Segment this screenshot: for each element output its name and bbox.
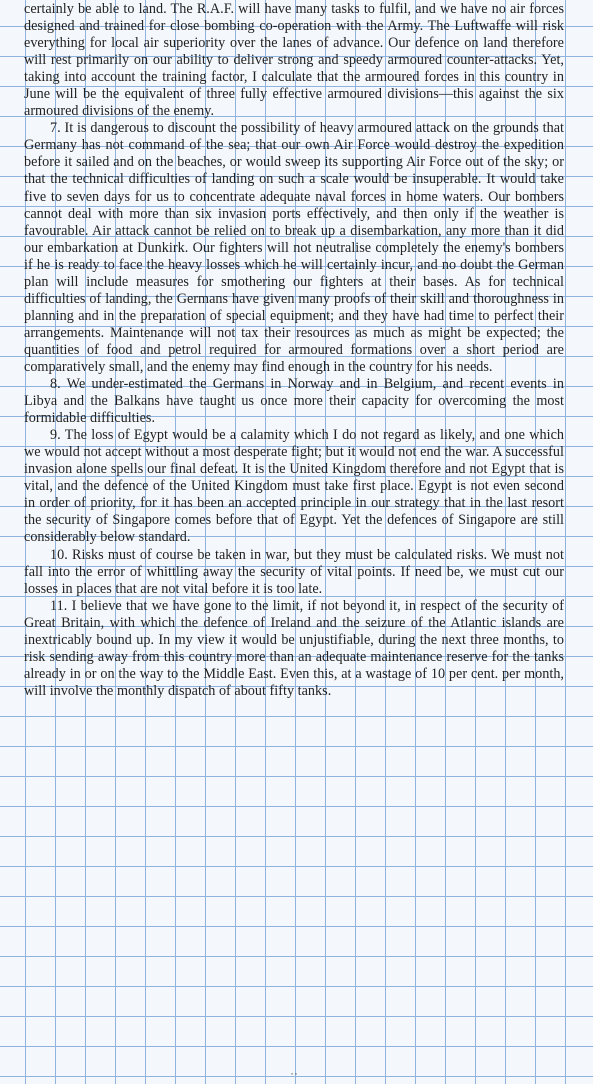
paragraph-number: 8. bbox=[50, 376, 61, 393]
paragraph-text: I believe that we have gone to the limit, if not beyond it, in respect of the security of Great Britain, with which the defence of Ireland and the seizure of the Atlantic islands are inextricably bound up. In my view it would be unjustifiable, during the next three months, to risk sending away from this country more than an adequate maintenance reserve for the tanks already in or on the way to the Middle East. Even this, at a wastage of 10 per cent. per month, will involve the monthly dispatch of about fifty tanks. bbox=[24, 597, 564, 699]
scanned-page bbox=[12, 0, 593, 1084]
paragraph-number: 7. bbox=[50, 120, 61, 137]
paragraph-text: Risks must of course be taken in war, but they must be calculated risks. We must not fall into the error of whittling away the security of vital points. If need be, we must cut our losses in places that are not vital before it is too late. bbox=[24, 546, 564, 597]
paragraph-text: We under-estimated the Germans in Norway and in Belgium, and recent events in Libya and the Balkans have taught us once more their capacity for overcoming the most formidable difficulties. bbox=[24, 376, 565, 427]
paragraph-number: 10. bbox=[50, 546, 68, 563]
document-text-block bbox=[24, 1, 564, 1076]
paragraph-9 bbox=[24, 427, 564, 546]
paragraph-8 bbox=[24, 376, 564, 427]
paragraph-11 bbox=[24, 598, 564, 700]
paragraph-number: 11. bbox=[50, 597, 68, 614]
paragraph-text: certainly be able to land. The R.A.F. will have many tasks to fulfil, and we have no air forces designed and trained for close bombing co-operation with the Army. The Luftwaffe will risk everything for local air superiority over the lanes of advance. Our defence on land therefore will rest primarily on our ability to deliver strong and speedy armoured counter-attacks. Yet, taking into account the training factor, I calculate that the armoured forces in this country in June will be the equivalent of three fully effective armoured divisions—this against the six armoured divisions of the enemy. bbox=[24, 1, 564, 120]
paragraph-text: It is dangerous to discount the possibility of heavy armoured attack on the grounds that Germany has not command of the sea; that our own Air Force would destroy the expedition before it sailed and on the beaches, or would sweep its supporting Air Force out of the sky; or that the technical difficulties of landing on such a scale would be insuperable. It would take five to seven days for us to concentrate adequate naval forces in home waters. Our bombers cannot deal with more than six invasion ports effectively, and then only if the weather is favourable. Air attack cannot be relied on to break up a disembarkation, any more than it did our embarkation at Dunkirk. Our fighters will not neutralise completely the enemy's bombers if he is ready to face the heavy losses which he will certainly incur, and no doubt the German plan will include measures for smothering our fighters at their bases. As for technical difficulties of landing, the Germans have given many proofs of their skill and thoroughness in planning and in the preparation of special equipment; and they have had time to perfect their arrangements. Maintenance will not tax their resources as much as might be expected; the quantities of food and petrol required for armoured formations over a short period are comparatively small, and the enemy may find enough in the country for his needs. bbox=[24, 120, 564, 375]
paragraph-7 bbox=[24, 120, 564, 376]
cut-off-line-fragment: ˙˙ bbox=[290, 1070, 298, 1084]
paragraph-number: 9. bbox=[50, 427, 61, 444]
paragraph-text: The loss of Egypt would be a calamity which I do not regard as likely, and one which we would not accept without a most desperate fight; but it would not end the war. A successful invasion alone spells our final defeat. It is the United Kingdom therefore and not Egypt that is vital, and the defence of the United Kingdom must take first place. Egypt is not even second in order of priority, for it has been an accepted principle in our strategy that in the last resort the security of Singapore comes before that of Egypt. Yet the defences of Singapore are still considerably below standard. bbox=[24, 427, 565, 546]
paragraph-10 bbox=[24, 547, 564, 598]
paragraph-continued bbox=[24, 1, 564, 120]
